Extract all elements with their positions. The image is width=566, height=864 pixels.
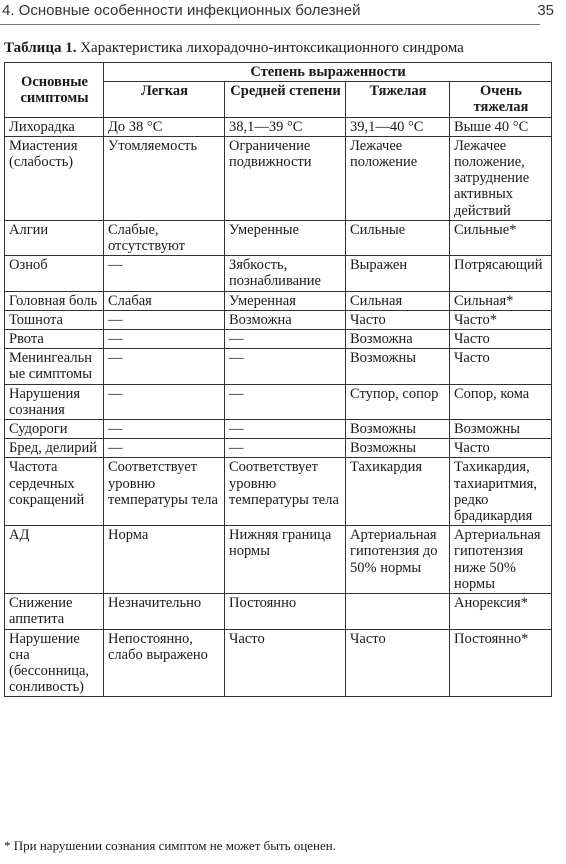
value-cell: Возможны <box>346 420 450 439</box>
value-cell: — <box>104 384 225 419</box>
table-row <box>5 420 552 439</box>
value-cell: — <box>104 349 225 384</box>
table-row <box>5 330 552 349</box>
degree-severe: Тяжелая <box>346 82 450 117</box>
value-cell: Нижняя граница нормы <box>225 526 346 594</box>
value-cell: Сильная <box>346 291 450 310</box>
table-row <box>5 291 552 310</box>
value-cell: — <box>225 384 346 419</box>
table-caption-text: Характеристика лихорадочно-интоксикационного синдрома <box>80 40 464 56</box>
value-cell: — <box>104 420 225 439</box>
table-row <box>5 256 552 291</box>
symptom-table <box>4 62 552 697</box>
value-cell: Утомляемость <box>104 136 225 220</box>
symptom-cell: Бред, делирий <box>5 439 104 458</box>
value-cell: Часто <box>450 330 552 349</box>
table-row <box>5 136 552 220</box>
table-row <box>5 310 552 329</box>
table-row <box>5 117 552 136</box>
value-cell: Часто <box>346 629 450 697</box>
value-cell: Выражен <box>346 256 450 291</box>
page-number: 35 <box>537 2 554 19</box>
value-cell: Соответствует уровню температуры тела <box>225 458 346 526</box>
value-cell: Непостоянно, слабо выражено <box>104 629 225 697</box>
value-cell: Незначительно <box>104 594 225 629</box>
table-row <box>5 384 552 419</box>
symptom-cell: Нарушения сознания <box>5 384 104 419</box>
symptom-cell: Менингеальные симптомы <box>5 349 104 384</box>
symptom-cell: Рвота <box>5 330 104 349</box>
degree-moderate: Средней степени <box>225 82 346 117</box>
value-cell: Возможны <box>450 420 552 439</box>
value-cell: Слабые, отсутствуют <box>104 220 225 255</box>
symptom-cell: Миастения (слабость) <box>5 136 104 220</box>
header-rule <box>0 24 540 25</box>
symptom-cell: Судороги <box>5 420 104 439</box>
value-cell: Постоянно* <box>450 629 552 697</box>
table-caption-label: Таблица 1. <box>4 40 77 56</box>
value-cell: Часто <box>346 310 450 329</box>
table-row <box>5 629 552 697</box>
value-cell: Часто* <box>450 310 552 329</box>
symptom-cell: Головная боль <box>5 291 104 310</box>
value-cell: Часто <box>225 629 346 697</box>
value-cell: Ограничение подвижности <box>225 136 346 220</box>
value-cell: Возможна <box>225 310 346 329</box>
header-symptom: Основные симптомы <box>5 63 104 118</box>
value-cell: Умеренная <box>225 291 346 310</box>
value-cell: — <box>225 330 346 349</box>
symptom-cell: Тошнота <box>5 310 104 329</box>
value-cell: — <box>104 439 225 458</box>
header-row <box>5 63 552 82</box>
footnote: * При нарушении сознания симптом не может быть оценен. <box>4 838 336 853</box>
value-cell: Сильная* <box>450 291 552 310</box>
value-cell <box>346 594 450 629</box>
value-cell: Лежачее положение <box>346 136 450 220</box>
value-cell: — <box>225 439 346 458</box>
value-cell: — <box>104 330 225 349</box>
value-cell: — <box>104 310 225 329</box>
value-cell: Норма <box>104 526 225 594</box>
header-degree: Степень выраженности <box>104 63 552 82</box>
symptom-cell: АД <box>5 526 104 594</box>
symptom-cell: Лихорадка <box>5 117 104 136</box>
value-cell: — <box>225 349 346 384</box>
value-cell: Артериальная гипотензия до 50% нормы <box>346 526 450 594</box>
value-cell: Сильные* <box>450 220 552 255</box>
value-cell: Тахикардия, тахиаритмия, редко брадикардия <box>450 458 552 526</box>
value-cell: 38,1—39 °С <box>225 117 346 136</box>
symptom-cell: Алгии <box>5 220 104 255</box>
value-cell: Часто <box>450 349 552 384</box>
table-row <box>5 458 552 526</box>
table-row <box>5 594 552 629</box>
symptom-cell: Снижение аппетита <box>5 594 104 629</box>
value-cell: Возможна <box>346 330 450 349</box>
chapter-title: 4. Основные особенности инфекционных болезней <box>2 2 361 19</box>
symptom-cell: Озноб <box>5 256 104 291</box>
table-body <box>5 117 552 697</box>
table-row <box>5 349 552 384</box>
value-cell: — <box>225 420 346 439</box>
value-cell: Возможны <box>346 439 450 458</box>
value-cell: Артериальная гипотензия ниже 50% нормы <box>450 526 552 594</box>
value-cell: Потрясающий <box>450 256 552 291</box>
value-cell: Постоянно <box>225 594 346 629</box>
table-row <box>5 439 552 458</box>
value-cell: До 38 °С <box>104 117 225 136</box>
value-cell: Соответствует уровню температуры тела <box>104 458 225 526</box>
value-cell: Часто <box>450 439 552 458</box>
value-cell: Анорексия* <box>450 594 552 629</box>
value-cell: Ступор, сопор <box>346 384 450 419</box>
table-caption <box>4 40 564 57</box>
value-cell: Лежачее положение, затруднение активных действий <box>450 136 552 220</box>
value-cell: 39,1—40 °С <box>346 117 450 136</box>
value-cell: Выше 40 °С <box>450 117 552 136</box>
value-cell: Тахикардия <box>346 458 450 526</box>
table-row <box>5 220 552 255</box>
table-row <box>5 526 552 594</box>
value-cell: Умеренные <box>225 220 346 255</box>
value-cell: Зябкость, познабливание <box>225 256 346 291</box>
degree-very-severe: Очень тяжелая <box>450 82 552 117</box>
value-cell: Возможны <box>346 349 450 384</box>
symptom-cell: Нарушение сна (бессонница, сонливость) <box>5 629 104 697</box>
running-head <box>0 0 566 26</box>
degree-mild: Легкая <box>104 82 225 117</box>
value-cell: Слабая <box>104 291 225 310</box>
value-cell: Сильные <box>346 220 450 255</box>
value-cell: Сопор, кома <box>450 384 552 419</box>
value-cell: — <box>104 256 225 291</box>
symptom-cell: Частота сердечных сокращений <box>5 458 104 526</box>
